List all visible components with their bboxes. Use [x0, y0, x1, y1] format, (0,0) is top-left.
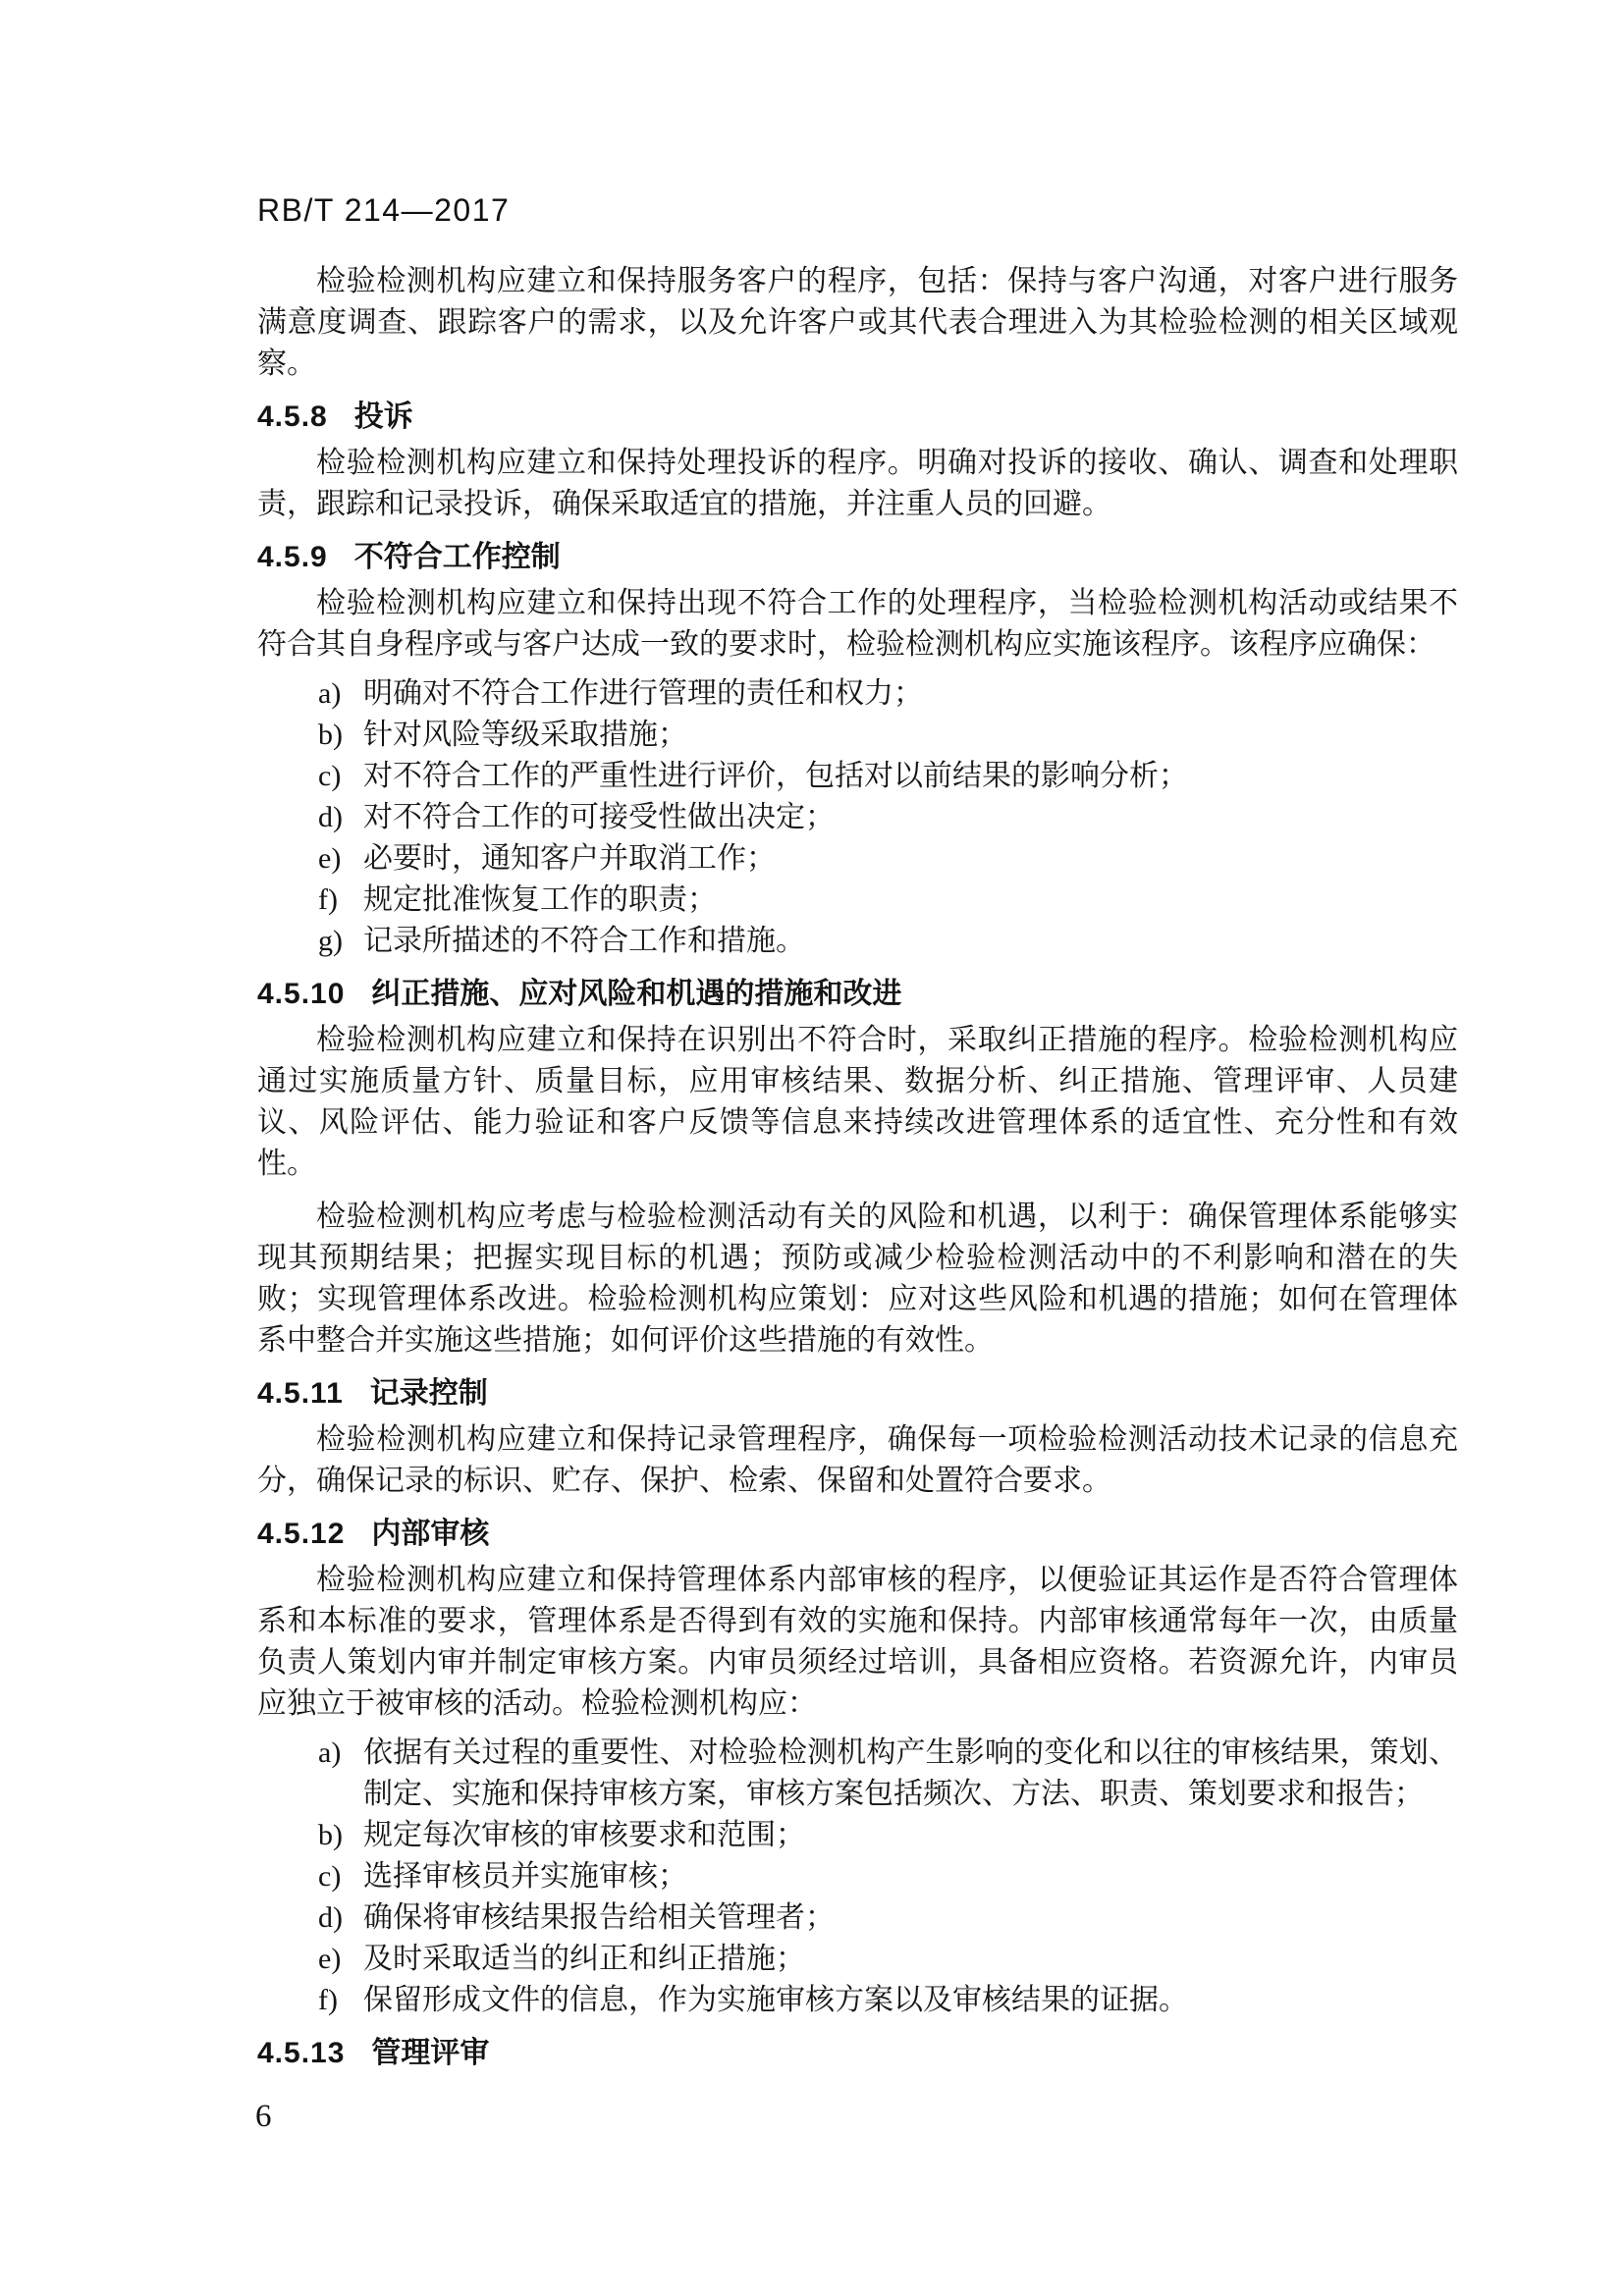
standard-number-header: RB/T 214—2017 — [257, 192, 511, 228]
list-item-label: f) — [318, 1984, 338, 2016]
section-title: 内部审核 — [371, 1518, 490, 1550]
section-title: 纠正措施、应对风险和机遇的措施和改进 — [371, 978, 902, 1010]
list-item-label: b) — [318, 719, 343, 751]
list-item-label: e) — [318, 842, 342, 875]
list-item — [257, 1733, 1458, 1815]
paragraph: 检验检测机构应考虑与检验检测活动有关的风险和机遇，以利于：确保管理体系能够实现其预期结果；把握实现目标的机遇；预防或减少检验检测活动中的不利影响和潜在的失败；实现管理体系改进。检验检测机构应策划：应对这些风险和机遇的措施；如何在管理体系中整合并实施这些措施；如何评价这些措施的有效性。 — [257, 1201, 1458, 1357]
paragraph: 检验检测机构应建立和保持处理投诉的程序。明确对投诉的接收、确认、调查和处理职责，跟踪和记录投诉，确保采取适宜的措施，并注重人员的回避。 — [257, 447, 1458, 520]
document-content — [257, 261, 1458, 2079]
list-item-text: 选择审核员并实施审核； — [363, 1860, 687, 1893]
list-item-label: c) — [318, 760, 342, 792]
list-item — [257, 797, 1458, 838]
list-item-text: 对不符合工作的严重性进行评价，包括对以前结果的影响分析； — [363, 760, 1188, 792]
list-item — [257, 921, 1458, 962]
list-item-label: f) — [318, 883, 338, 916]
list-item-label: d) — [318, 801, 343, 833]
list-item-label: a) — [318, 1736, 342, 1769]
list-item-text: 确保将审核结果报告给相关管理者； — [363, 1901, 835, 1934]
list-item-label: a) — [318, 677, 342, 710]
list-item — [257, 880, 1458, 921]
list-item-label: e) — [318, 1943, 342, 1975]
section-number: 4.5.13 — [257, 2037, 346, 2069]
list-item — [257, 1815, 1458, 1856]
list-item — [257, 1897, 1458, 1939]
paragraph: 检验检测机构应建立和保持记录管理程序，确保每一项检验检测活动技术记录的信息充分，确保记录的标识、贮存、保护、检索、保留和处置符合要求。 — [257, 1423, 1458, 1497]
list-item-label: c) — [318, 1860, 342, 1893]
list-item-text: 及时采取适当的纠正和纠正措施； — [363, 1943, 805, 1975]
section-heading — [257, 397, 1458, 438]
list-item-label: g) — [318, 925, 343, 957]
paragraph: 检验检测机构应建立和保持出现不符合工作的处理程序，当检验检测机构活动或结果不符合其自身程序或与客户达成一致的要求时，检验检测机构应实施该程序。该程序应确保： — [257, 587, 1458, 661]
section-heading — [257, 537, 1458, 578]
list-item — [257, 756, 1458, 797]
page-number: 6 — [255, 2099, 272, 2134]
list-item-text: 明确对不符合工作进行管理的责任和权力； — [363, 677, 923, 710]
section-number: 4.5.9 — [257, 541, 328, 573]
section-heading — [257, 974, 1458, 1015]
list-item — [257, 1939, 1458, 1980]
list-item-text: 规定每次审核的审核要求和范围； — [363, 1819, 805, 1851]
section-number: 4.5.10 — [257, 978, 346, 1010]
ordered-list — [257, 1733, 1458, 2021]
section-title: 管理评审 — [371, 2037, 490, 2069]
list-item-text: 保留形成文件的信息，作为实施审核方案以及审核结果的证据。 — [363, 1984, 1188, 2016]
paragraph: 检验检测机构应建立和保持在识别出不符合时，采取纠正措施的程序。检验检测机构应通过实施质量方针、质量目标，应用审核结果、数据分析、纠正措施、管理评审、人员建议、风险评估、能力验证和客户反馈等信息来持续改进管理体系的适宜性、充分性和有效性。 — [257, 1024, 1458, 1180]
paragraph: 检验检测机构应建立和保持服务客户的程序，包括：保持与客户沟通，对客户进行服务满意度调查、跟踪客户的需求，以及允许客户或其代表合理进入为其检验检测的相关区域观察。 — [257, 265, 1458, 380]
section-heading — [257, 1373, 1458, 1415]
list-item-text: 对不符合工作的可接受性做出决定； — [363, 801, 835, 833]
list-item-text: 规定批准恢复工作的职责； — [363, 883, 717, 916]
paragraph: 检验检测机构应建立和保持管理体系内部审核的程序，以便验证其运作是否符合管理体系和本标准的要求，管理体系是否得到有效的实施和保持。内部审核通常每年一次，由质量负责人策划内审并制定审核方案。内审员须经过培训，具备相应资格。若资源允许，内审员应独立于被审核的活动。检验检测机构应： — [257, 1564, 1458, 1720]
list-item-text: 针对风险等级采取措施； — [363, 719, 687, 751]
ordered-list — [257, 673, 1458, 962]
list-item — [257, 838, 1458, 880]
list-item-label: d) — [318, 1901, 343, 1934]
list-item — [257, 673, 1458, 715]
list-item-text: 记录所描述的不符合工作和措施。 — [363, 925, 805, 957]
list-item — [257, 1980, 1458, 2021]
section-number: 4.5.11 — [257, 1377, 344, 1410]
section-number: 4.5.12 — [257, 1518, 346, 1550]
section-number: 4.5.8 — [257, 400, 328, 433]
section-title: 不符合工作控制 — [353, 541, 561, 573]
list-item — [257, 1856, 1458, 1897]
list-item — [257, 715, 1458, 756]
section-title: 投诉 — [353, 400, 413, 433]
list-item-text: 依据有关过程的重要性、对检验检测机构产生影响的变化和以往的审核结果，策划、制定、实施和保持审核方案，审核方案包括频次、方法、职责、策划要求和报告； — [363, 1736, 1458, 1810]
section-heading — [257, 1514, 1458, 1555]
section-title: 记录控制 — [369, 1377, 488, 1410]
list-item-label: b) — [318, 1819, 343, 1851]
list-item-text: 必要时，通知客户并取消工作； — [363, 842, 776, 875]
section-heading — [257, 2033, 1458, 2074]
